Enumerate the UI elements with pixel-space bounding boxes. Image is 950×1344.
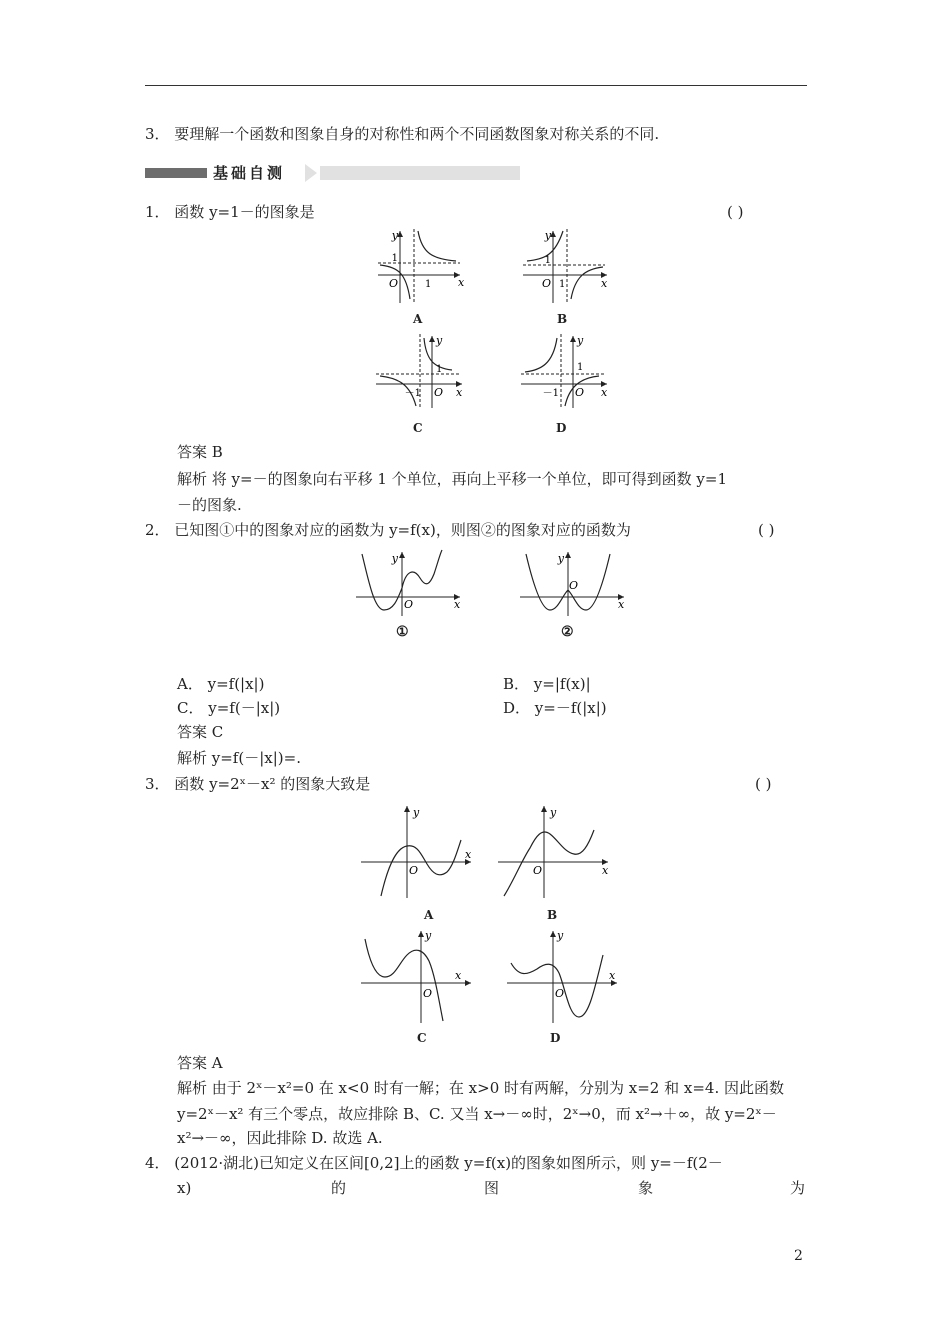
q4-word-5: 为 <box>790 1179 806 1197</box>
q1b-axis-y: y <box>544 229 551 242</box>
q3-graph-a <box>357 800 477 900</box>
q1-label-c: C <box>413 421 423 435</box>
q3-stem: 3． 函数 y=2ˣ－x² 的图象大致是 <box>145 775 371 793</box>
q3-analysis-line3: x²→－∞，因此排除 D. 故选 A. <box>177 1129 383 1147</box>
q3c-origin: O <box>423 987 433 1000</box>
q3-analysis-line1: 解析 由于 2ˣ－x²=0 在 x<0 时有一解；在 x>0 时有两解，分别为 x=2 和 x=4. 因此函数 <box>177 1079 784 1097</box>
q1d-axis-x: x <box>601 386 608 399</box>
q3-label-c: C <box>417 1031 427 1045</box>
q1d-tick-y1: 1 <box>577 362 584 373</box>
q1d-tick-xneg1: －1 <box>542 388 559 399</box>
q2-option-d: D． y=－f(|x|) <box>503 699 607 717</box>
q2-graph-2 <box>516 548 631 618</box>
q1-stem: 1． 函数 y=1－的图象是 <box>145 203 315 221</box>
q2g2-origin: O <box>569 579 579 592</box>
q3a-axis-y: y <box>413 806 420 819</box>
q3-graph-c <box>357 925 477 1025</box>
q1-graph-a <box>370 225 470 305</box>
q1b-axis-x: x <box>601 277 608 290</box>
q1-label-d: D <box>556 421 567 435</box>
q3-answer: 答案 A <box>177 1054 223 1072</box>
banner-dark-bar <box>145 168 207 178</box>
q1-analysis-line2: －的图象. <box>177 496 242 514</box>
q2-option-c: C． y=f(－|x|) <box>177 699 281 717</box>
q1c-tick-xneg1: －1 <box>404 388 421 399</box>
q4-word-4: 象 <box>638 1179 654 1197</box>
q1a-axis-y: y <box>391 229 398 242</box>
q3b-origin: O <box>532 864 542 877</box>
q1-graph-c <box>370 330 470 410</box>
q3-graph-d <box>503 925 623 1025</box>
q2g1-origin: O <box>404 598 414 611</box>
q2-analysis: 解析 y=f(－|x|)=. <box>177 749 301 767</box>
q1-bracket: ( ) <box>727 203 744 221</box>
q3-label-a: A <box>424 908 434 922</box>
q1a-tick-x1: 1 <box>425 279 432 290</box>
q1-graph-b <box>515 225 615 305</box>
q3-analysis-line2: y=2ˣ－x² 有三个零点，故应排除 B、C. 又当 x→－∞时，2ˣ→0，而 x²→＋∞，故 y=2ˣ－ <box>177 1105 777 1123</box>
q2-fig-label-2: ② <box>561 624 574 640</box>
q4-word-2: 的 <box>331 1179 347 1197</box>
q1-label-b: B <box>557 312 568 326</box>
q3-bracket: ( ) <box>755 775 772 793</box>
q1c-tick-y1: 1 <box>436 364 443 375</box>
q3b-axis-x: x <box>602 864 609 877</box>
q3b-axis-y: y <box>550 806 557 819</box>
page-number: 2 <box>794 1248 803 1264</box>
q1a-origin: O <box>388 277 398 290</box>
section-banner <box>145 164 520 182</box>
q4-word-3: 图 <box>484 1179 500 1197</box>
q1b-origin: O <box>541 277 551 290</box>
q1-label-a: A <box>413 312 423 326</box>
q1d-origin: O <box>575 386 585 399</box>
q2-answer: 答案 C <box>177 723 224 741</box>
q3-graph-b <box>494 800 614 900</box>
q3d-axis-x: x <box>609 969 616 982</box>
q2-fig-label-1: ① <box>396 624 409 640</box>
q1a-tick-y1: 1 <box>391 253 398 264</box>
q2g2-axis-x: x <box>618 598 625 611</box>
q1-graph-d <box>515 330 615 410</box>
q1b-tick-y1: 1 <box>544 255 551 266</box>
q3c-axis-x: x <box>455 969 462 982</box>
q3d-origin: O <box>555 987 565 1000</box>
top-note: 3． 要理解一个函数和图象自身的对称性和两个不同函数图象对称关系的不同. <box>145 125 660 143</box>
q3-label-d: D <box>550 1031 561 1045</box>
q1c-origin: O <box>434 386 444 399</box>
q2-bracket: ( ) <box>758 521 775 539</box>
q3d-axis-y: y <box>557 929 564 942</box>
q4-line1: 4． (2012·湖北)已知定义在区间[0,2]上的函数 y=f(x)的图象如图所示，则 y=－f(2－ <box>145 1154 723 1172</box>
section-title: 基础自测 <box>213 164 286 182</box>
q2g2-axis-y: y <box>557 552 564 565</box>
q2-option-b: B． y=|f(x)| <box>503 675 591 693</box>
q2g1-axis-x: x <box>454 598 461 611</box>
q1b-tick-x1: 1 <box>559 279 566 290</box>
q3c-axis-y: y <box>425 929 432 942</box>
q1-analysis-line1: 解析 将 y=－的图象向右平移 1 个单位，再向上平移一个单位，即可得到函数 y=1 <box>177 470 728 488</box>
q2g1-axis-y: y <box>391 552 398 565</box>
q2-option-a: A． y=f(|x|) <box>177 675 265 693</box>
q4-word-1: x) <box>177 1179 192 1197</box>
q2-stem: 2． 已知图①中的图象对应的函数为 y=f(x)，则图②的图象对应的函数为 <box>145 521 631 539</box>
q1c-axis-x: x <box>456 386 463 399</box>
q1c-axis-y: y <box>436 334 443 347</box>
header-rule <box>145 85 807 86</box>
q1-answer: 答案 B <box>177 443 223 461</box>
q3a-origin: O <box>409 864 419 877</box>
q2-graph-1 <box>352 548 467 618</box>
q1d-axis-y: y <box>577 334 584 347</box>
q3a-axis-x: x <box>465 848 472 861</box>
banner-light-bar <box>320 166 520 180</box>
q1a-axis-x: x <box>458 276 465 289</box>
q3-label-b: B <box>547 908 558 922</box>
